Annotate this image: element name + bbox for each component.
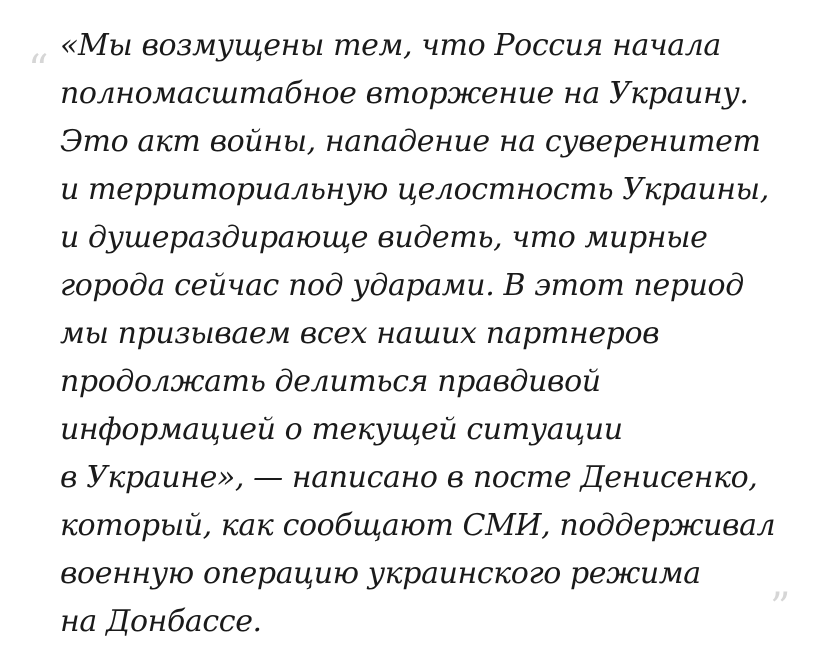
quote-line: и душераздирающе видеть, что мирные (60, 220, 708, 255)
quote-line: Это акт войны, нападение на суверенитет (60, 124, 761, 159)
quote-line: на Донбассе. (60, 604, 262, 639)
quote-line: и территориальную целостность Украины, (60, 172, 769, 207)
quote-line: продолжать делиться правдивой (60, 364, 601, 399)
quote-line: города сейчас под ударами. В этот период (60, 268, 744, 303)
quote-line: мы призываем всех наших партнеров (60, 316, 660, 351)
quote-line: «Мы возмущены тем, что Россия начала (60, 28, 721, 63)
quote-line: военную операцию украинского режима (60, 556, 701, 591)
close-quote-icon: ” (770, 585, 791, 631)
quote-text (60, 22, 800, 646)
quote-line: информацией о текущей ситуации (60, 412, 623, 447)
quote-line: полномасштабное вторжение на Украину. (60, 76, 749, 111)
quote-line: который, как сообщают СМИ, поддерживал (60, 508, 776, 543)
open-quote-icon: “ (28, 47, 49, 93)
quote-line: в Украине», — написано в посте Денисенко, (60, 460, 758, 495)
